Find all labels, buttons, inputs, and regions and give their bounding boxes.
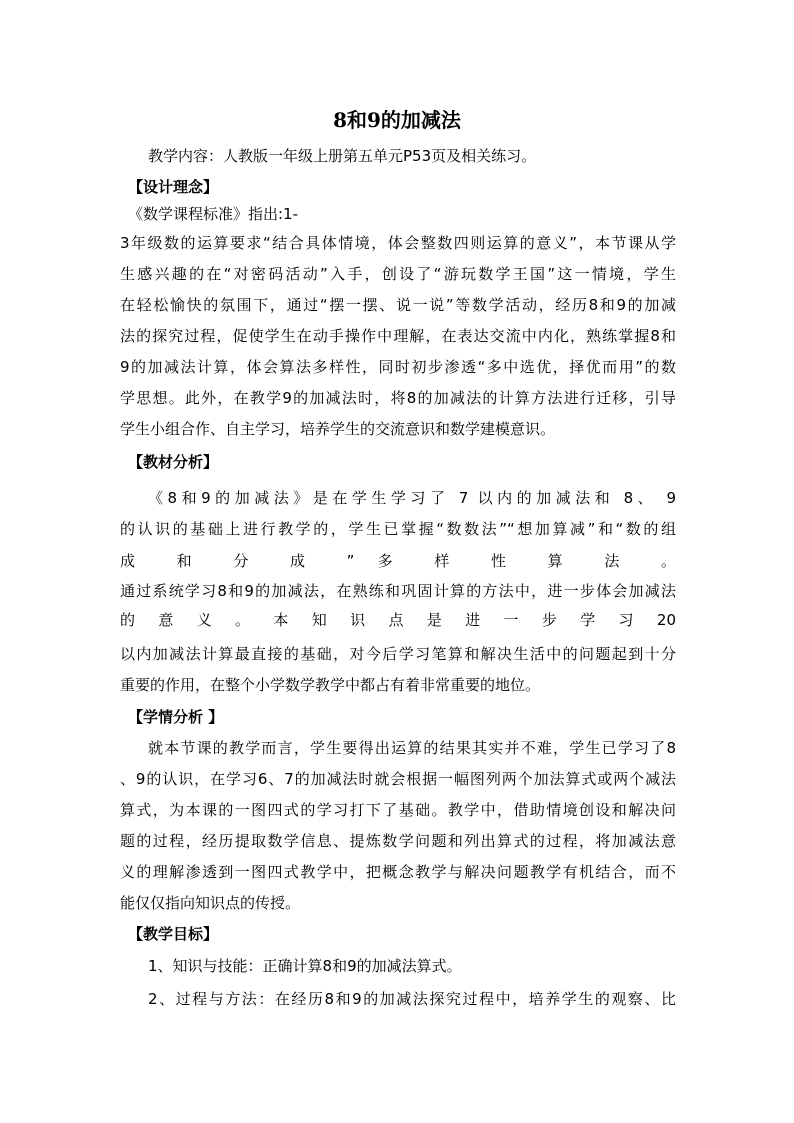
learner-line: 就本节课的教学而言，学生要得出运算的结果其实并不难，学生已学习了8	[148, 739, 676, 757]
teaching-content-line: 教学内容：人教版一年级上册第五单元P53页及相关练习。	[148, 147, 537, 165]
design-line: 《数学课程标准》指出:1-	[128, 205, 299, 223]
material-line: 《8和9的加减法》是在学生学习了 7 以内的加减法和 8、 9	[148, 489, 676, 507]
goals-heading: 【教学目标】	[128, 925, 219, 943]
material-line: 的认识的基础上进行教学的，学生已掌握“数数法”“想加算减”和“数的组	[120, 520, 676, 538]
material-line: 重要的作用，在整个小学数学教学中都占有着非常重要的地位。	[120, 676, 541, 694]
design-line: 法的探究过程，促使学生在动手操作中理解，在表达交流中内化，熟练掌握8和	[120, 327, 676, 345]
design-line: 9的加减法计算，体会算法多样性，同时初步渗透“多中选优，择优而用”的数	[120, 358, 676, 376]
design-line: 学思想。此外，在教学9的加减法时，将8的加减法的计算方法进行迁移，引导	[120, 389, 676, 407]
learner-line: 算式，为本课的一图四式的学习打下了基础。教学中，借助情境创设和解决问	[120, 801, 676, 819]
material-line: 的 意 义 。 本 知 识 点 是 进 一 步 学 习 20	[120, 611, 676, 629]
design-line: 3年级数的运算要求“结合具体情境，体会整数四则运算的意义”，本节课从学	[120, 234, 676, 252]
learner-line: 义的理解渗透到一图四式教学中，把概念教学与解决问题教学有机结合，而不	[120, 863, 676, 881]
material-line: 成 和 分 成 ” 多 样 性 算 法 。	[120, 552, 676, 570]
design-line: 生感兴趣的在“对密码活动”入手，创设了“游玩数学王国”这一情境，学生	[120, 265, 676, 283]
material-line: 以内加减法计算最直接的基础，对今后学习笔算和解决生活中的问题起到十分	[120, 645, 676, 663]
design-line: 在轻松愉快的氛围下，通过“摆一摆、说一说”等数学活动，经历8和9的加减	[120, 296, 676, 314]
learner-line: 题的过程，经历提取数学信息、提炼数学问题和列出算式的过程，将加减法意	[120, 832, 676, 850]
design-heading: 【设计理念】	[128, 178, 219, 196]
goals-line: 1、知识与技能：正确计算8和9的加减法算式。	[148, 957, 462, 975]
design-line: 学生小组合作、自主学习，培养学生的交流意识和数学建模意识。	[120, 420, 556, 438]
goals-line: 2、过程与方法：在经历8和9的加减法探究过程中，培养学生的观察、比	[148, 990, 676, 1008]
learner-heading: 【学情分析 】	[128, 708, 224, 726]
material-heading: 【教材分析】	[128, 453, 219, 471]
material-line: 通过系统学习8和9的加减法，在熟练和巩固计算的方法中，进一步体会加减法	[120, 582, 676, 600]
document-title: 8和9的加减法	[333, 108, 461, 132]
learner-line: 、9的认识，在学习6、7的加减法时就会根据一幅图列两个加法算式或两个减法	[120, 770, 676, 788]
learner-line: 能仅仅指向知识点的传授。	[120, 894, 301, 912]
